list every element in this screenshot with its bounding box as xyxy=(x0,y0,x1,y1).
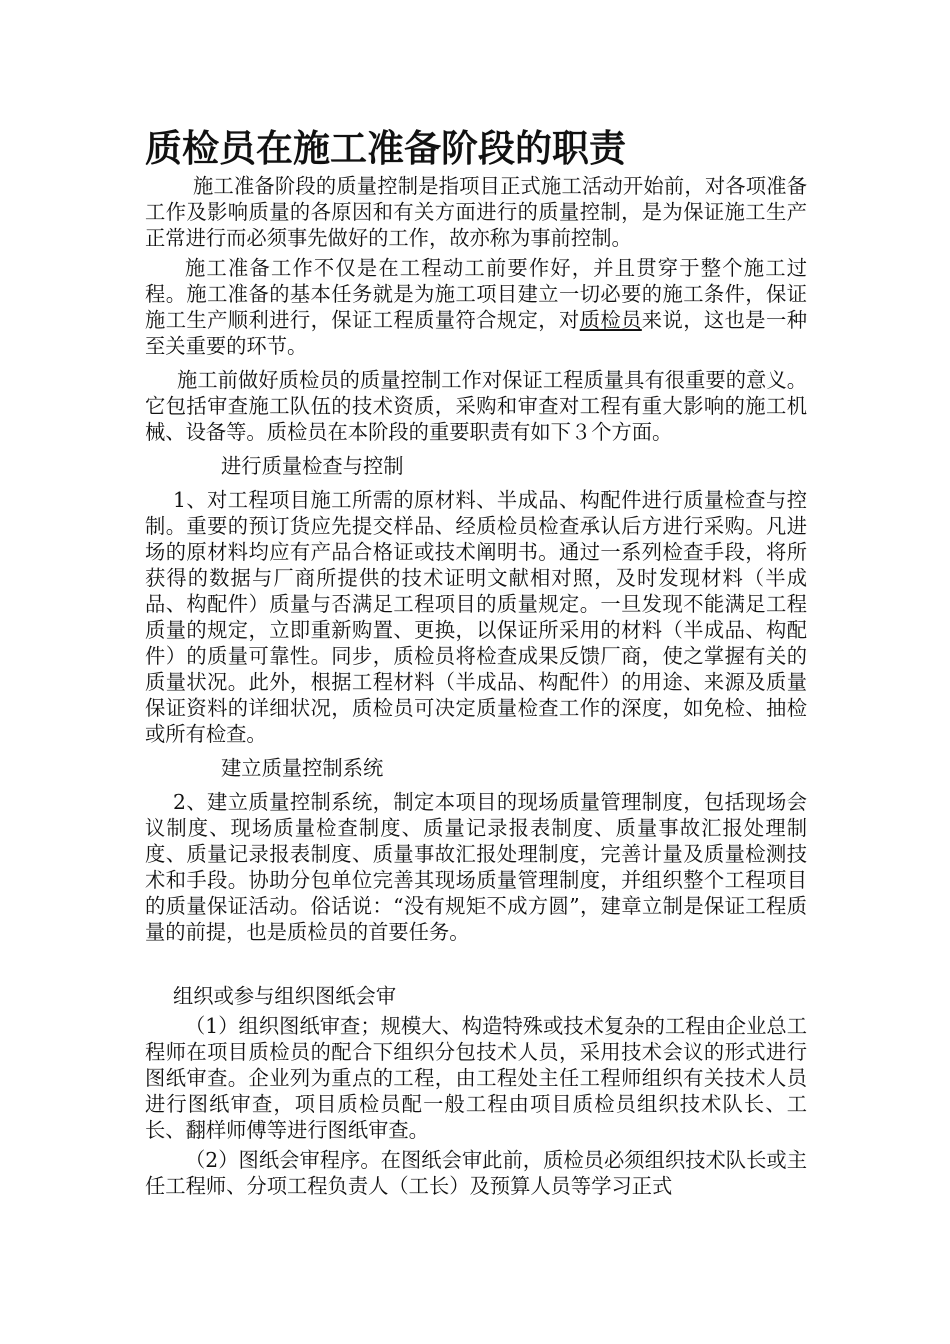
section-3-item-1: （1）组织图纸审查；规模大、构造特殊或技术复杂的工程由企业总工程师在项目质检员的配合下组织分包技术人员，采用技术会议的形式进行图纸审查。企业列为重点的工程，由工程处主任工程师组织有关技术人员进行图纸审查，项目质检员配一般工程由项目质检员组织技术队长、工长、翻样师傅等进行图纸审查。 xyxy=(145,1014,807,1142)
intro-paragraph-2-text-before: 施工准备工作不仅是在工程动工前要作好，并且贯穿于整个施工过程。施工准备的基本任务就是为施工项目建立一切必要的施工条件，保证施工生产顺利进行，保证工程质量符合规定，对 xyxy=(145,256,807,332)
intro-paragraph-3: 施工前做好质检员的质量控制工作对保证工程质量具有很重要的意义。它包括审查施工队伍的技术资质，采购和审查对工程有重大影响的施工机械、设备等。质检员在本阶段的重要职责有如下３个方面。 xyxy=(145,368,807,444)
quality-inspector-link[interactable]: 质检员 xyxy=(579,308,642,332)
section-spacer xyxy=(145,945,807,983)
section-3-heading: 组织或参与组织图纸会审 xyxy=(173,984,397,1008)
section-1-body: 1、对工程项目施工所需的原材料、半成品、构配件进行质量检查与控制。重要的预订货应先提交样品、经质检员检查承认后方进行采购。凡进场的原材料均应有产品合格证或技术阐明书。通过一系列检查手段，将所获得的数据与厂商所提供的技术证明文献相对照，及时发现材料（半成品、构配件）质量与否满足工程项目的质量规定。一旦发现不能满足工程质量的规定，立即重新购置、更换，以保证所采用的材料（半成品、构配件）的质量可靠性。同步，质检员将检查成果反馈厂商，使之掌握有关的质量状况。此外，根据工程材料（半成品、构配件）的用途、来源及质量保证资料的详细状况，质检员可决定质量检查工作的深度，如免检、抽检或所有检查。 xyxy=(145,488,807,746)
document-body xyxy=(145,173,807,1199)
section-3-item-2: （2）图纸会审程序。在图纸会审此前，质检员必须组织技术队长或主任工程师、分项工程负责人（工长）及预算人员等学习正式 xyxy=(145,1148,807,1198)
section-2-heading: 建立质量控制系统 xyxy=(221,756,384,780)
document-title: 质检员在施工准备阶段的职责 xyxy=(145,127,626,170)
section-2-body: 2、建立质量控制系统，制定本项目的现场质量管理制度，包括现场会议制度、现场质量检查制度、质量记录报表制度、质量事故汇报处理制度、质量记录报表制度、质量事故汇报处理制度，完善计量及质量检测技术和手段。协助分包单位完善其现场质量管理制度，并组织整个工程项目的质量保证活动。俗话说：“没有规矩不成方圆”，建章立制是保证工程质量的前提，也是质检员的首要任务。 xyxy=(145,790,807,944)
intro-paragraph-2 xyxy=(145,255,807,359)
section-1-heading: 进行质量检查与控制 xyxy=(221,454,404,478)
intro-paragraph-1: 施工准备阶段的质量控制是指项目正式施工活动开始前，对各项准备工作及影响质量的各原因和有关方面进行的质量控制，是为保证施工生产正常进行而必须事先做好的工作，故亦称为事前控制。 xyxy=(145,174,807,250)
intro-paragraph-2-text-after: 来说，这也是一种至关重要的环节。 xyxy=(145,308,807,358)
